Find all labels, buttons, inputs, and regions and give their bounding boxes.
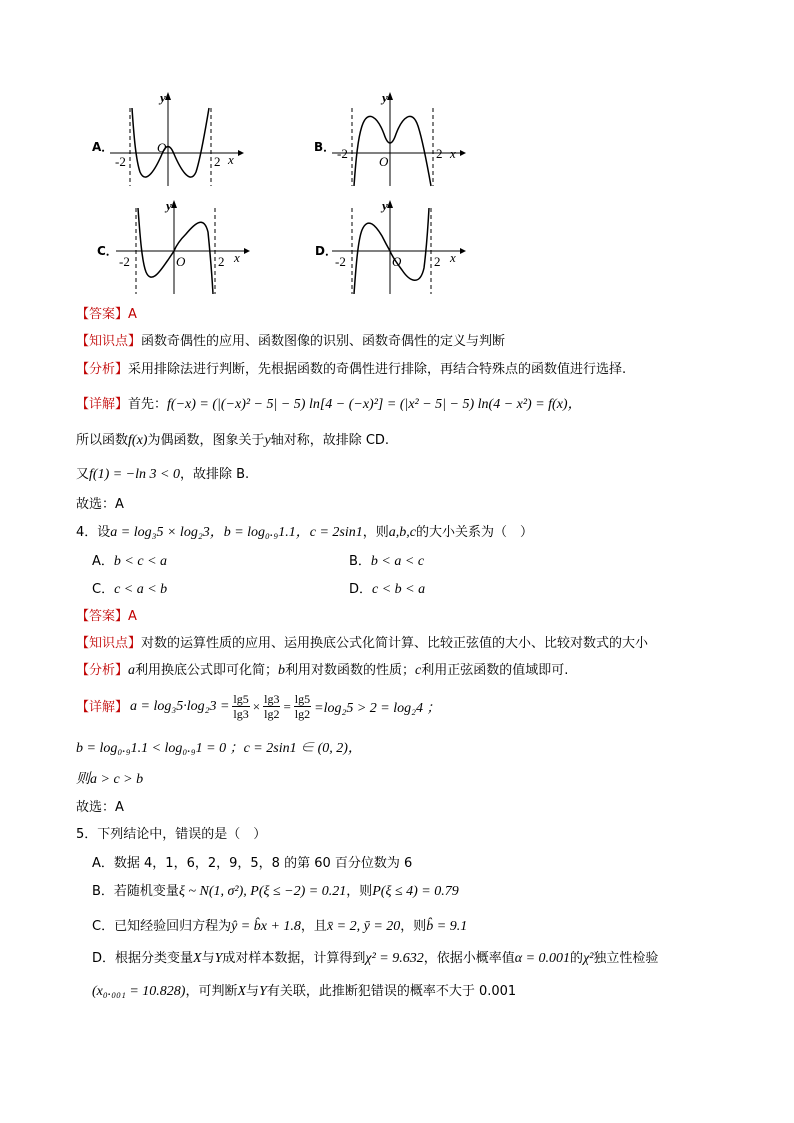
curve xyxy=(132,108,209,177)
answer-tag: 【答案】 xyxy=(76,307,129,322)
text: 数据 4，1，6，2，9，5，8 的第 60 百分位数为 6 xyxy=(113,856,413,871)
q4-detail-3 xyxy=(76,771,143,789)
answer-tag: 【答案】 xyxy=(76,609,129,624)
graph-c-label: C． xyxy=(97,244,118,258)
analysis-tag: 【分析】 xyxy=(76,663,129,678)
knowledge-tag: 【知识点】 xyxy=(76,636,142,651)
graph-d-label: D． xyxy=(315,244,337,258)
denominator: lg2 xyxy=(294,707,311,721)
knowledge-text: 函数奇偶性的应用、函数图像的识别、函数奇偶性的定义与判断 xyxy=(141,334,506,349)
text: 利用对数函数的性质； xyxy=(285,663,416,678)
q4-option-d xyxy=(349,581,425,599)
neg2-label: -2 xyxy=(337,146,348,161)
q4-detail-2 xyxy=(76,740,362,758)
math: =log₂5 > 2 = log₂4 ； xyxy=(314,700,441,716)
text: 所以函数 xyxy=(76,433,129,448)
y-axis-arrow xyxy=(171,200,177,208)
math: f(1) = −ln 3 < 0 xyxy=(89,467,180,482)
numerator: lg5 xyxy=(294,692,311,706)
numerator: lg3 xyxy=(264,692,280,706)
text: 为偶函数，图象关于 xyxy=(147,433,265,448)
label: B． xyxy=(92,884,114,899)
text: ，则 xyxy=(400,919,427,934)
q4-detail-tag-line xyxy=(76,699,128,717)
text: 轴对称，故排除 CD. xyxy=(270,433,390,448)
text: ，故排除 B. xyxy=(179,467,250,482)
label: C． xyxy=(92,582,115,597)
x-axis-arrow xyxy=(244,248,250,254)
math: a = log₃5 × log₂3，b = log₀.₉1.1，c = 2sin1 xyxy=(110,525,363,540)
x-axis-arrow xyxy=(460,150,466,156)
math: Y xyxy=(259,984,267,999)
q4-stem xyxy=(76,524,533,542)
text: ，且 xyxy=(300,919,327,934)
math: (x₀.₀₀₁ = 10.828) xyxy=(92,984,186,999)
math: c < b < a xyxy=(372,582,426,597)
q5-option-d-line2 xyxy=(92,983,516,1001)
y-label: y xyxy=(382,198,388,213)
graph-b-label: B． xyxy=(314,140,336,154)
q3-detail-1 xyxy=(76,396,582,414)
math: 则a > c > b xyxy=(76,772,144,787)
label: D． xyxy=(349,582,373,597)
analysis-text: 采用排除法进行判断，先根据函数的奇偶性进行排除，再结合特殊点的函数值进行选择. xyxy=(128,362,627,377)
q3-analysis xyxy=(76,361,626,379)
text: 独立性检验 xyxy=(593,951,659,966)
analysis-tag: 【分析】 xyxy=(76,362,129,377)
text: ，则 xyxy=(362,525,389,540)
math: Y xyxy=(214,951,223,966)
text: 的 xyxy=(570,951,584,966)
y-label: y xyxy=(166,198,172,213)
text: 与 xyxy=(246,984,260,999)
math: a xyxy=(128,663,136,678)
neg2-label: -2 xyxy=(335,254,346,269)
text: 已知经验回归方程为 xyxy=(114,919,232,934)
neg2-label: -2 xyxy=(115,154,126,169)
origin-label: O xyxy=(176,254,186,269)
q3-detail-3 xyxy=(76,466,249,484)
label: A． xyxy=(92,856,114,871)
graph-c xyxy=(116,196,251,296)
answer-value: A xyxy=(128,307,137,322)
q4-option-a xyxy=(92,553,167,571)
q4-option-b xyxy=(349,553,424,571)
origin-label: O xyxy=(392,254,402,269)
neg2-label: -2 xyxy=(119,254,130,269)
q3-answer xyxy=(76,306,137,324)
math: f(x) xyxy=(128,433,148,448)
q4-analysis xyxy=(76,662,568,680)
math: × xyxy=(252,698,261,714)
numerator: lg5 xyxy=(233,692,249,706)
pos2-label: 2 xyxy=(214,154,221,169)
math: b xyxy=(278,663,286,678)
label: C． xyxy=(92,919,115,934)
q5-option-c xyxy=(92,918,467,936)
text: 的大小关系为（ ） xyxy=(416,525,534,540)
math: = xyxy=(283,698,291,714)
math: X xyxy=(237,984,247,999)
math: c xyxy=(415,663,422,678)
math: ξ ~ N(1, σ²), P(ξ ≤ −2) = 0.21 xyxy=(178,884,347,899)
math: x̄ = 2, ȳ = 20 xyxy=(326,919,401,934)
q3-detail-2 xyxy=(76,432,389,450)
text: 若随机变量 xyxy=(113,884,179,899)
denominator: lg3 xyxy=(233,707,249,721)
label: A． xyxy=(92,554,114,569)
label: B． xyxy=(349,554,371,569)
text: ，依据小概率值 xyxy=(423,951,515,966)
math: χ² xyxy=(583,951,594,966)
math: a = log₃5·log₂3 = xyxy=(130,698,230,714)
y-axis-arrow xyxy=(165,92,171,100)
graph-a xyxy=(110,88,245,188)
curve xyxy=(354,116,431,186)
detail-tag: 【详解】 xyxy=(76,700,129,715)
origin-label: O xyxy=(157,140,167,155)
math: b = log₀.₉1.1 < log₀.₉1 = 0 ；c = 2sin1 ∈ (0, 2)， xyxy=(76,741,362,756)
pos2-label: 2 xyxy=(436,146,443,161)
pos2-label: 2 xyxy=(434,254,441,269)
denominator: lg2 xyxy=(264,707,280,721)
label: D． xyxy=(92,951,116,966)
fraction-2 xyxy=(263,692,280,721)
graph-d xyxy=(332,196,467,296)
answer-value: A xyxy=(128,609,137,624)
x-label: x xyxy=(234,250,240,265)
math: a,b,c xyxy=(388,525,416,540)
x-label: x xyxy=(450,146,456,161)
x-axis-arrow xyxy=(460,248,466,254)
text: 又 xyxy=(76,467,90,482)
math: c < a < b xyxy=(114,582,168,597)
math: χ² = 9.632 xyxy=(365,951,424,966)
q4-knowledge xyxy=(76,635,648,653)
origin-label: O xyxy=(379,154,389,169)
q5-option-b xyxy=(92,883,459,901)
q5-option-d xyxy=(92,950,658,968)
q4-conclusion: 故选：A xyxy=(76,800,124,815)
text: 利用正弦函数的值域即可. xyxy=(421,663,569,678)
knowledge-text: 对数的运算性质的应用、运用换底公式化简计算、比较正弦值的大小、比较对数式的大小 xyxy=(141,636,649,651)
x-label: x xyxy=(450,250,456,265)
graph-a-label: A． xyxy=(92,140,114,154)
text: ，则 xyxy=(346,884,373,899)
detail-text: 首先： xyxy=(128,397,168,412)
text: 根据分类变量 xyxy=(115,951,194,966)
text: 4．设 xyxy=(76,525,111,540)
q4-option-c xyxy=(92,581,167,599)
graph-b xyxy=(332,88,467,188)
y-axis-arrow xyxy=(387,92,393,100)
q4-answer xyxy=(76,608,137,626)
math: P(ξ ≤ 4) = 0.79 xyxy=(372,884,459,899)
q3-conclusion: 故选：A xyxy=(76,497,124,512)
math: α = 0.001 xyxy=(514,951,571,966)
y-label: y xyxy=(382,90,388,105)
text: 利用换底公式即可化简； xyxy=(135,663,279,678)
fraction-3 xyxy=(294,692,311,721)
q5-stem: 5．下列结论中，错误的是（ ） xyxy=(76,827,267,842)
q5-option-a xyxy=(92,855,412,873)
text: 与 xyxy=(201,951,215,966)
text: 有关联，此推断犯错误的概率不大于 0.001 xyxy=(266,984,517,999)
y-axis-arrow xyxy=(387,200,393,208)
math: y xyxy=(264,433,271,448)
math: b < a < c xyxy=(370,554,425,569)
detail-math: f(−x) = (|(−x)² − 5| − 5) ln[4 − (−x)²] = (|x² − 5| − 5) ln(4 − x²) = f(x)， xyxy=(167,397,582,412)
x-axis-arrow xyxy=(238,150,244,156)
pos2-label: 2 xyxy=(218,254,225,269)
math: X xyxy=(193,951,202,966)
detail-tag: 【详解】 xyxy=(76,397,129,412)
text: 成对样本数据，计算得到 xyxy=(222,951,366,966)
fraction-1 xyxy=(232,692,249,721)
q4-detail-1 xyxy=(130,692,441,721)
x-label: x xyxy=(228,152,234,167)
text: ，可判断 xyxy=(185,984,238,999)
y-label: y xyxy=(160,90,166,105)
math: b̂ = 9.1 xyxy=(426,919,468,934)
math: ŷ = b̂x + 1.8 xyxy=(231,919,301,934)
math: b < c < a xyxy=(113,554,168,569)
knowledge-tag: 【知识点】 xyxy=(76,334,142,349)
q3-knowledge xyxy=(76,333,505,351)
